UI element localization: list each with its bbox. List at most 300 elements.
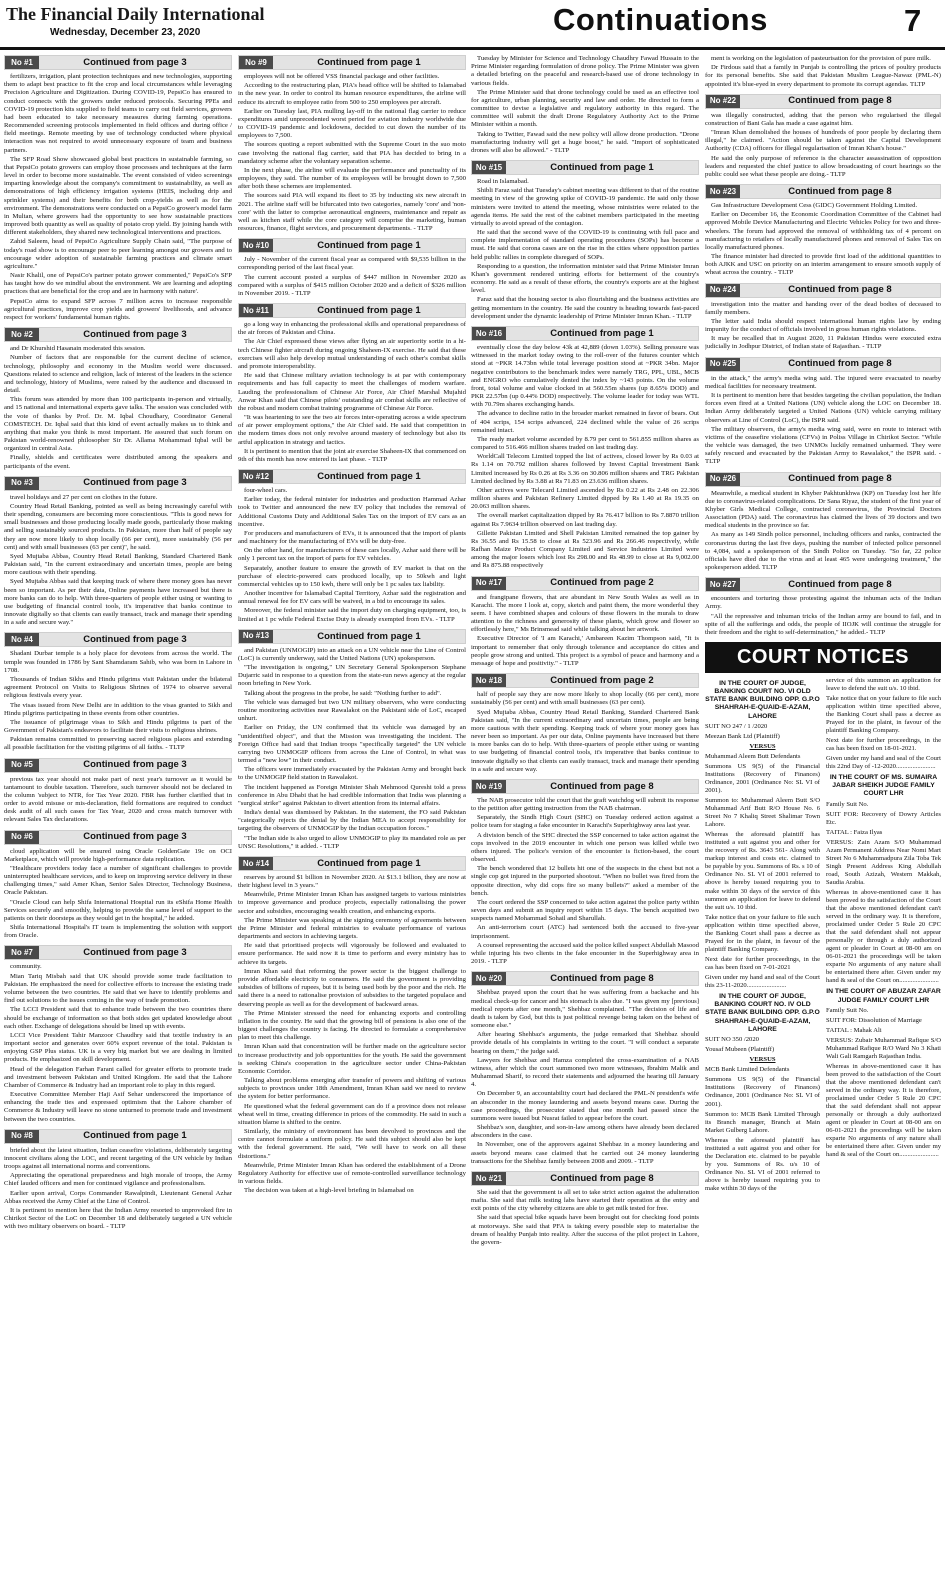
article-paragraph: It may be recalled that in August 2020, 11 Pakistan Hindus were executed extra judicially in Jodhpur District, of Indian state of Rajasthan. - TLTP <box>705 335 941 351</box>
article-paragraph: According to the restructuring plan, PIA's head office will be shifted to Islamabad in the new year. In order to control its human resource expenditures, the airline will reduce its aircraft to employee ratio from 500 to 250 employees per aircraft. <box>238 82 466 106</box>
article-paragraph: As many as 149 Sindh police personnel, including officers and ranks, contracted the coronavirus during the last five days, pushing the number of infected police personnel to 4,084, said a spokesperson of the Sindh Police on Tuesday. "So far, 22 police officials have died due to the virus and at least 465 were undergoing treatment," the spokesperson added. TLTP <box>705 531 941 572</box>
article-header <box>238 303 466 318</box>
article-paragraph: He said that the second wave of the COVID-19 is continuing with full pace and complete implementation of standard operating procedures (SOPs) has become a must. He said that corona cases are on the rise in the cities where opposition parties held public rallies in complete disregard of SOPs. <box>471 229 699 261</box>
paper-name: The Financial Daily International <box>6 4 265 24</box>
article-body <box>238 874 466 1196</box>
article-header <box>4 830 232 845</box>
article-body <box>4 848 232 941</box>
article <box>238 303 466 464</box>
article-header <box>705 472 941 487</box>
article-paragraph: "Healthcare providers today face a number of significant challenges to provide uninterrupted healthcare services, and to keep on improving service delivery in these challenging times," said Amer Khan, Senior Sales Director, Technology Business, Oracle Pakistan. <box>4 864 232 897</box>
article-paragraph: Thousands of Indian Sikhs and Hindu pilgrims visit Pakistan under the bilateral agreement Protocol on Visits to Religious Shrines of 1974 to observe several religious festivals every year. <box>4 676 232 700</box>
notice-paragraph: Take notice that on your failure to file such application within time specified above, the Banking Court shall pass a decree as Prayed for in the plaint, in favour of the plaintiff Banking Company. <box>705 913 820 953</box>
article-paragraph: encounters and torturing those protesting against the inhuman acts of the Indian Army. <box>705 595 941 611</box>
article-paragraph: He said the only purpose of reference is the character assassination of opposition leaders and requested the chief justice to allow broadcasting of court hearings so the public could see what these people are doing.- TLTP <box>705 154 941 178</box>
article-paragraph: The Prime Minister said that drone technology could be used as an effective tool for agriculture, urban planning, security and law and order. He directed to form a committee to devise a legislative and regulatory authority in this regard. The committee will submit the draft Drone Regulatory Authority Act to the Prime Minister within a month. <box>471 88 699 129</box>
article-paragraph: "Oracle Cloud can help Shifa International Hospital run its eShifa Home Health Services securely and smoothly, helping to provide the same level of support to the patients on their doorsteps as they would get in the hospital," he added. <box>4 898 232 922</box>
article-paragraph: Syed Mujtaba Abbas, Country Head Retail Banking, Standard Chartered Bank Pakistan said, "In the current extraordinary and uncertain times, people are being more cautious with their spending. Keeping track of where your money goes has never been so important. As per our data, Online payments have increased but there is more banks can do to help. With three-quarters of people either using or wanting to use budgeting of financial control tools, it's imperative that banks continue to innovate digitally so that clients can easily transact, track and manage their spending in a safe and secure way. <box>471 708 699 773</box>
article-paragraph: Earlier on December 16, the Economic Coordination Committee of the Cabinet had approved Mobile Device Manufacturing and Electric Vehicles Policy for two and three-wheelers. The forum had approved the removal of withholding tax of 4 percent on manufacturing to retailers of locally manufactured phones and removal of Sales Tax on locally manufactured phones. <box>705 211 941 251</box>
article-number-tag: No #11 <box>239 304 273 317</box>
article-paragraph: She said that the government is all set to take strict action against the adulteration mafia. She said that milk testing labs have started their operation at the entry and exit points of the city whereby citizens are able to get milk tested for free. <box>471 1188 699 1213</box>
article-paragraph: Syed Mujtaba Abbas, Country Head Retail Banking, Standard Chartered Bank Pakistan said, "In the current extraordinary and uncertain times, people are being more cautious with their spending. <box>4 552 232 577</box>
article <box>4 632 232 752</box>
article-paragraph: Meanwhile, Prime Minister Imran Khan has ordered the establishment of a Drone Regulatory Authority for effective use of remote-controlled surveillance technology in various fields. <box>238 1161 466 1186</box>
article-heading: Continued from page 1 <box>317 857 421 869</box>
notice-paragraph: SUIT NO 247 / 1 /2020 <box>705 722 768 730</box>
notice-paragraph: Given under my hand and seal of the Court this 22nd Day of -12-2020........................ <box>826 754 941 770</box>
article-paragraph: Shadani Durbar temple is a holy place for devotees from across the world. The temple was founded in 1786 by Sant Shamdaram Sahib, who was born in Lahore in 1708. <box>4 650 232 674</box>
article-paragraph: investigation into the matter and handing over of the dead bodies of deceased to family members. <box>705 300 941 316</box>
article-paragraph: Zahid Saleem, head of PepsiCo Agriculture Supply Chain said, "The purpose of today's road show is to encourage peer to peer learning amongst our growers and to encourage wider adoption of sustainable farming practices and climate smart agriculture." <box>4 238 232 270</box>
article-paragraph: Shehbaz prayed upon the court that he was suffering from a backache and his medical check-up for cancer and his stomach is also due. "I was given my [previous] medical reports after one month," Shehbaz complained. "The decision of life and death is taken by God, but this is just political revenge being taken on the behest of someone else." <box>471 989 699 1030</box>
article-heading: Continued from page 8 <box>550 780 654 792</box>
article-paragraph: He said that prioritised projects will vigorously be followed and evaluated to ensure performance. He said now it is time to perform and every ministry has to achieve its targets. <box>238 942 466 966</box>
article-paragraph: This forum was attended by more than 100 participants in-person and virtually, and 15 national and international experts gave talks. The session was concluded with the vote of thanks by Prof. Dr. M. Iqbal Choudhary, Coordinator General COMSTECH. Dr. Iqbal said that this kind of event actually makes us to think and anything that make you think is most important. He assured that such forum on Pakistan world-renowned philosopher Sir Dr. Allama Mohammad Iqbal will be organized in central Asia. <box>4 396 232 453</box>
article-paragraph: and frangipane flowers, that are abundant in New South Wales as well as in Karachi. The more I look at, copy, sketch and paint them, the more wonderful they seem. I have combined shapes and colours of these flowers in the murals to draw attention to the richness and generosity of these plants, which grow and flower so effortlessly here," Ms Brinsmead said while talking about her artwork. <box>471 593 699 634</box>
article-paragraph: The Prime Minister was speaking at the signing ceremony of agreements between the Prime Minister and federal ministries to evaluate performance of various departments and sectors in achieving targets. <box>238 916 466 941</box>
article-paragraph: The Air Chief expressed these views after flying an air superiority sortie in a hi-tech Chinese fighter aircraft during ongoing Shaheen-IX exercise. He said that these exercises will also help develop mutual understanding of each other's combat skills and promote interoperability. <box>238 338 466 370</box>
article-heading: Continued from page 8 <box>788 358 892 370</box>
article-paragraph: Appreciating the operational preparedness and high morale of troops, the Army Chief lauded officers and men for continued vigilance and professionalism. <box>4 1172 232 1188</box>
article-number-tag: No #16 <box>472 327 506 340</box>
article-body <box>238 487 466 624</box>
article-header <box>471 576 699 591</box>
article-header <box>471 160 699 175</box>
article-paragraph: A division bench of the SHC directed the SSP concerned to take action against the cops involved in the 2019 encounter in which one person was killed while two others injured. The police's version of the encounter is fiction-based, the court observed. <box>471 831 699 864</box>
article-paragraph: reserves by around $1 billion in November 2020. At $13.1 billion, they are now at their highest level in 3 years." <box>238 873 466 890</box>
article-header <box>4 758 232 773</box>
notice-court-heading: IN THE COURT OF MS. SUMAIRA JABAR SHEIKH JUDGE FAMILY COURT LHR <box>829 773 938 798</box>
article-paragraph: Meanwhile, Prime Minister Imran Khan has assigned targets to various ministries to improve governance and produce projects, especially rationalising the power sector and subsidies, encouraging wealth creation, and enhancing exports. <box>238 891 466 915</box>
article-number-tag: No #24 <box>706 284 740 297</box>
article-paragraph: The sources said PIA will expand its fleet to 35 by inducting six new aircraft in 2021. The airline staff will be bifurcated into two categories, namely 'core' and 'non-core' with the latter to comprise aeronautical engineers, maintenance and repair as well as kitchen staff while the core category will comprise the marketing, human resources, finance, flight services, and procurement departments. - TLTP <box>238 192 466 233</box>
article-paragraph: Tuesday by Minister for Science and Technology Chaudhry Fawad Hussain to the Prime Minister regarding formulation of drone policy. The Prime Minister was given a detailed briefing on the peaceful and research-based use of drone technology in various fields. <box>471 55 699 87</box>
article-body <box>4 345 232 471</box>
article-paragraph: Similarly, the ministry of environment has been devolved to provinces and the centre cannot formulate a uniform policy. He said this subject should also be kept with the federal government. He said, "We will have to work on all these distortions." <box>238 1128 466 1160</box>
article-heading: Continued from page 1 <box>550 161 654 173</box>
article-paragraph: A counsel representing the accused said the police killed suspect Abdullah Masood while injuring his two clients in the fake encounter in the Superhighway area in 2019. - TLTP <box>471 941 699 966</box>
notice-paragraph: Summon to: Muhammad Aleem Butt S/O Muhammad Arif Butt R/O House No. 6 Street No 7 Khaliq Street Shalimar Town Lahore. <box>705 797 820 829</box>
article-paragraph: Earlier on Friday, the UN confirmed that its vehicle was damaged by an "unidentified object", and that the Mission was investigating the incident. The Foreign Office had said that Indian troops "specifically targeted" the UN vehicle carrying two UNMOGIP officers from across the Line of Control, in what was termed a "new low" in their conduct. <box>238 724 466 765</box>
article-number-tag: No #23 <box>706 185 740 198</box>
article <box>238 629 466 851</box>
notice-paragraph: SUIT FOR: Recovery of Dowry Articles Etc. <box>826 810 941 826</box>
article-paragraph: The NAB prosecutor told the court that the graft watchdog will submit its response to the petition after getting instruction from the NAB chairman. <box>471 796 699 813</box>
article-paragraph: "Imran Khan demolished the houses of hundreds of poor people by declaring them illegal," he claimed. "Action should be taken against the Capital Development Authority (CDA) officers for illegal regularisation of Imran Khan's house." <box>705 129 941 153</box>
article-number-tag: No #21 <box>472 1172 506 1185</box>
article-paragraph: "All the repressive and inhuman tricks of the Indian army are bound to fail, and in spite of all the sufferings and odds, the people of IIOJK will continue the struggle for their freedom and the right to self-determination," he added.- TLTP <box>705 612 941 636</box>
article-paragraph: An anti-terrorism court (ATC) had sentenced both the accused to five-year imprisonment. <box>471 924 699 940</box>
article-paragraph: After hearing Shehbaz's arguments, the judge remarked that Shehbaz should provide details of his complaints in writing to the court. "I will conduct a separate hearing on them," the judge said. <box>471 1031 699 1055</box>
article <box>4 55 232 322</box>
article-number-tag: No #7 <box>5 946 39 959</box>
article-paragraph: Gas Infrastructure Development Cess (GIDC) Government Holding Limited. <box>711 202 918 210</box>
article-paragraph: The overall market capitalization dipped by Rs 76.417 billion to Rs 7.8870 trillion against Rs 7.9634 trillion observed on last trading day. <box>471 512 699 528</box>
article-heading: Continued from page 1 <box>317 56 421 68</box>
article-body <box>705 375 941 467</box>
article-paragraph: Shibli Faraz said that Tuesday's cabinet meeting was different to that of the routine meeting in view of the growing spike of COVID-19 pandemic. He said only those ministers were invited to attend the meeting, whose ministries were related to the agenda items. He said the rest of the cabinet members participated in the meeting virtually to avoid spread of the contagion. <box>471 187 699 227</box>
article-header <box>705 184 941 199</box>
notice-versus: VERSUS <box>749 742 776 750</box>
article-paragraph: Pakistan remains committed to preserving sacred religious places and extending all possible facilitation for the visiting pilgrims of all faiths. - TLTP <box>4 736 232 752</box>
article-body <box>4 650 232 752</box>
article <box>4 945 232 1123</box>
article-number-tag: No #1 <box>5 56 39 69</box>
article-paragraph: Imran Khan said that reforming the power sector is the biggest challenge to provide affordable electricity to consumers. He said the government is providing subsidies of billions of rupees, but it is being used both by the poor and the rich. He said there is a need to rationalise provision of subsidies to the targeted populace and deserving people as well as for the development of backward areas. <box>238 967 466 1008</box>
notice-paragraph: Given under my hand and seal of the Court this 23-11-2020........................ <box>705 973 820 989</box>
article-heading: Continued from page 2 <box>550 577 654 589</box>
article-paragraph: The current account posted a surplus of $447 million in November 2020 as compared with a surplus of $415 million October 2020 and a deficit of $326 million in November 2019. - TLTP <box>238 273 466 297</box>
article <box>4 1129 232 1232</box>
notice-paragraph: Take notice that on your failure to file such application within time specified above, the Banking Court shall pass a decree as Prayed for in the plaint, in favour of the plaintiff Banking Company. <box>826 694 941 734</box>
article-paragraph: and Pakistan (UNMOGIP) into an attack on a UN vehicle near the Line of Control (LoC) is currently underway, said the United Nations (UN) spokesperson. <box>238 646 466 662</box>
article-header <box>238 856 466 871</box>
article-paragraph: Imran Khan said that concentration will be further made on the agriculture sector to increase productivity and job opportunities for the youth. He said the government is seeking China's cooperation in the agriculture sector under China-Pakistan Economic Corridor. <box>238 1043 466 1075</box>
article-paragraph: Mian Tariq Misbah said that UK should provide some trade facilitation to Pakistan. He emphasized the need for collective efforts to increase the existing trade volume between the two countries. He said that we have to identify problems and find out solutions to the issues coming in the way of trade promotion. <box>4 972 232 1005</box>
article-paragraph: Executive Committee Member Haji Asif Sehar underscored the importance of enhancing the trade ties and expressed optimism that the Lahore chamber of Commerce & Industry will leave no stone unturned to promote trade and investment between the two countries. <box>4 1091 232 1123</box>
article-body <box>471 691 699 774</box>
notice-paragraph: Family Suit No. <box>826 1006 869 1014</box>
notice-paragraph: TAITAL : Faiza Ilyas <box>826 828 883 836</box>
article-header <box>4 945 232 960</box>
article-paragraph: Separately, the Sindh High Court (SHC) on Tuesday ordered action against a police team for staging a fake encounter in Karachi's Superhighway area last year. <box>471 814 699 830</box>
article-paragraph: in the attack," the army's media wing said. The injured were evacuated to nearby medical facilities for necessary treatment. <box>705 374 941 390</box>
article-header <box>705 357 941 372</box>
article-body <box>238 256 466 298</box>
article-number-tag: No #4 <box>5 633 39 646</box>
article-heading: Continued from page 1 <box>317 470 421 482</box>
article-paragraph: Country Head Retail Banking, pointed as well as being increasingly careful with their spending, consumers are becoming more conscientious. "This is good news for small businesses and those producing locally made goods, particularly those making and selling sustainably sourced products. In Pakistan, more than half of people say they are now more likely to shop locally (66 per cent), more sustainably (56 per cent) and with small businesses (63 per cent)", he said. <box>4 502 232 551</box>
article-number-tag: No #17 <box>472 577 506 590</box>
masthead <box>0 0 945 50</box>
notice-paragraph: Next date for further proceedings, in the cas has been fixed on 7-01-2021 <box>705 955 820 971</box>
article-paragraph: It is pertinent to mention here that besides targeting the civilian population, the Indian forces even fired at a United Nations (UN) vehicle along the LOC on December 18. Indian Army deliberately targeted a United Nations (UN) vehicle carrying military observers at Line of Control (LoC), the ISPR said. <box>705 391 941 424</box>
article-heading: Continued from page 8 <box>788 284 892 296</box>
article-paragraph: She said that special bike squads have been brought out for checking food points at motorways. She said that PFA is taking every possible step to materialise the dream of healthy Punjab into reality. After the success of the pilot project in Lahore, the govern- <box>471 1214 699 1246</box>
article-body <box>238 73 466 233</box>
article-heading: Continued from page 1 <box>317 630 421 642</box>
article <box>705 55 941 89</box>
article-heading: Continued from page 8 <box>788 95 892 107</box>
article-heading: Continued from page 3 <box>83 634 187 646</box>
article-heading: Continued from page 2 <box>550 674 654 686</box>
article <box>471 55 699 155</box>
article-header <box>238 238 466 253</box>
article-body <box>471 1189 699 1247</box>
notice-court-heading: IN THE COURT OF ABUZAR ZAFAR JUDGE FAMILY COURT LHR <box>826 988 941 1004</box>
article-header <box>238 629 466 644</box>
article-body <box>471 594 699 669</box>
article-heading: Continued from page 8 <box>788 185 892 197</box>
article-paragraph: Road in Islamabad. <box>477 178 529 186</box>
notice-paragraph: Summons US 9(5) of the Financial Institutions (Recovery of Finances) Ordinance, 2001 (Ordinance No: SL VI of 2001). <box>705 763 820 795</box>
article <box>471 326 699 571</box>
article-paragraph: Talking about problems emerging after transfer of powers and shifting of various subjects to provinces under 18th Amendment, Imran Khan said we need to review the system for better performance. <box>238 1077 466 1101</box>
article-paragraph: The visas issued from New Delhi are in addition to the visas granted to Sikh and Hindu pilgrims participating in these events from other countries. <box>4 701 232 717</box>
article-number-tag: No #13 <box>239 630 273 643</box>
article-paragraph: The issuance of pilgrimage visas to Sikh and Hindu pilgrims is part of the Government of Pakistan's endeavors to facilitate their visits to religious shrines. <box>4 718 232 735</box>
article-paragraph: On December 9, an accountability court had declared the PML-N president's wife an absconder in the money laundering and assets beyond means case. During the case proceedings, the prosecutor stated that one month had passed since the summons were issued but Nusrat failed to appear before the court. <box>471 1090 699 1122</box>
article <box>238 856 466 1196</box>
notice-paragraph: Next date for further proceedings, in the cas has been fixed on 18-01-2021. <box>826 736 941 752</box>
article <box>471 1171 699 1247</box>
article-paragraph: cloud application will be ensured using Oracle GoldenGate 19c on OCI Marketplace, which will provide high-performance data replication. <box>4 847 232 863</box>
article-body <box>4 1147 232 1232</box>
article-paragraph: Number of factors that are responsible for the current decline of science, technology, philosophy and economy in the Muslim world were discussed. Questions related to science and religion, lack of interest of the leaders in the science and technology, history of Muslims, were raised by the audience and discussed in detail. <box>4 354 232 395</box>
article-body <box>4 494 232 628</box>
article-body <box>705 301 941 352</box>
article-heading: Continued from page 3 <box>83 477 187 489</box>
article-paragraph: The officers were immediately evacuated by the Pakistan Army and brought back to the UNMOGIP field station in Rawalakot. <box>238 766 466 782</box>
article-paragraph: Dr Firdous said that a family in Punjab is controlling the prices of poultry products for its personal benefits. She said that Pakistan Muslim League-Nawaz (PML-N) appointed it's blue-eyed in every department to promote its corrupt agendas. TLTP <box>705 64 941 88</box>
article-paragraph: It is pertinent to mention here that the Indian Army resorted to unprovoked fire in Chirikot Sector of the LoC on December 18 and deliberately targeted a UN vehicle with two military observers on board. - TLTP <box>4 1206 232 1231</box>
article-paragraph: July - November of the current fiscal year as compared with $9,535 billion in the corresponding period of the last fiscal year. <box>238 256 466 272</box>
article <box>238 238 466 298</box>
article <box>238 55 466 233</box>
article-paragraph: Finally, shields and certificates were distributed among the speakers and participants of the event. <box>4 454 232 470</box>
article-paragraph: The sources quoting a report submitted with the Supreme Court in the suo moto case involving the national flag carrier, said that PIA has decided to bring in a mandatory scheme after the voluntary separation scheme. <box>238 141 466 165</box>
section-title: Continuations <box>553 2 768 37</box>
article <box>705 357 941 467</box>
article <box>705 472 941 573</box>
article-paragraph: Lawyers for Shehbaz and Hamza completed the cross-examination of a NAB witness, after which the court summoned two more witnesses, Ibrahim Malik and Muhammad Sharif, to record their statements and adjourned the hearing till January 4. <box>471 1056 699 1089</box>
article-paragraph: fertilizers, irrigation, plant protection techniques and new technologies, supporting them to adapt best practice to fit the crop and local circumstances while leveraging Precision Agriculture and Digitization. During COVID-19, PepsiCo has ensured to conduct connects with the growers under reduced protocols. Securing PPEs and COVID-19 protection kits supplied to field teams to carry out field services, growers had been educated to take necessary measures during farming operations. Recommended screening protocols implemented in field offices and during office / field meetings. Remote meeting by use of technology conducted where physical interaction was not required to avoid unnecessary exposure of team and business partners. <box>4 73 232 154</box>
article-paragraph: briefed about the latest situation, Indian ceasefire violations, deliberately targeting innocent civilians along the LOC, and recent targeting of the UN vehicle by Indian troops against all international norms and conventions. <box>4 1146 232 1171</box>
article-header <box>471 1171 699 1186</box>
notice-paragraph: Whereas in above-mentioned case it has been proved to the satisfaction of the Court that the above mentioned defendant can't served in the ordinary way. It is therefore, proclaimed under Order 5 Rule 20 CPC that the said defendant shall not appear personally or through a duly authorized agent or pleader in Court at 08-00 am on 06-01-2021 the proceedings will be taken exparte No arguments of any nature shall be entertained there after. Given under my hand & seal of the Court on........................ <box>826 1063 941 1159</box>
article-paragraph: The LCCI President said that to enhance trade between the two countries there should be exchange of information so that both sides get updated knowledge about each other. Exchange of delegations should be lined up with events. <box>4 1006 232 1030</box>
article <box>471 779 699 966</box>
article-paragraph: half of people say they are now more likely to shop locally (66 per cent), more sustainably (56 per cent) and with small businesses (63 per cent). <box>471 691 699 707</box>
article-paragraph: "The investigation is ongoing," UN Secretary General Spokesperson Stephane Dujarric said in response to a question from the state-run news agency at the regular noon briefing in New York. <box>238 664 466 688</box>
article <box>705 577 941 637</box>
article <box>471 971 699 1166</box>
column-3 <box>471 55 699 1587</box>
article-paragraph: The ready market volume ascended by 8.79 per cent to 561.855 million shares as compared to 516.466 million shares traded on last trading day. <box>471 435 699 452</box>
article-number-tag: No #3 <box>5 477 39 490</box>
article <box>705 94 941 179</box>
issue-date: Wednesday, December 23, 2020 <box>50 27 201 38</box>
article-paragraph: In the next phase, the airline will evaluate the performance and punctuality of its employees, they said. The number of its employees will be brought down to 7,500 after both these schemes are implemented. <box>238 166 466 191</box>
article-paragraph: ment is working on the legislation of pasteurisation for the provision of pure milk. <box>711 55 931 62</box>
article-header <box>4 632 232 647</box>
article <box>471 673 699 774</box>
notice-paragraph: service of this summon an application for leave to defend the suit u/s. 10 ibid. <box>826 676 941 692</box>
article-body <box>705 595 941 637</box>
article-header <box>705 283 941 298</box>
article-header <box>471 326 699 341</box>
article-number-tag: No #2 <box>5 328 39 341</box>
article-paragraph: In November, one of the approvers against Shehbaz in a money laundering and assets beyond means case claimed that he carried out 24 money laundering transactions for the Shehbaz family between 2008 and 2009. - TLTP <box>471 1141 699 1165</box>
article-paragraph: The Prime Minister stressed the need for enhancing exports and controlling inflation in the country. He said that the growing bill of pensions is also one of the biggest challenges the country is facing. He directed to formulate a comprehensive plan to meet this challenge. <box>238 1009 466 1042</box>
column-2 <box>238 55 466 1587</box>
article-number-tag: No #6 <box>5 831 39 844</box>
article-heading: Continued from page 3 <box>83 759 187 771</box>
article-paragraph: Head of the delegation Farhan Farani called for greater efforts to promote trade and investment between Pakistan and United Kingdom. He said that the Lahore Chamber of Commerce & Industry had an important role to play in this regard. <box>4 1065 232 1089</box>
article-body <box>471 344 699 571</box>
article-paragraph: and Dr Khurshid Hasanain moderated this session. <box>10 345 146 353</box>
article <box>4 830 232 941</box>
article-paragraph: previous tax year should not make part of next year's turnover as it would be tantamount to double taxation. Therefore, such turnover should not be declared in the column 'subject to NTR, for Tax Year 2020. FBR has further clarified that in order to avoid misuse or mis-declaration, field formations are required to conduct desk audit of all such cases for Tax Year, 2020 and cross match turnover with relevant Sales Tax declarations. <box>4 775 232 824</box>
article-paragraph: Executive Director of 'I am Karachi,' Ambareen Kazim Thompson said, "It is important to remember that only through tolerance and acceptance do cities and people grow strong and united. This project is a symbol of peace and harmony and a message of hope and positivity." - TLTP <box>471 635 699 667</box>
article-paragraph: The military observers, the army's media wing said, were en route to interact with victims of the ceasefire violations (CFVs) in Poliss Village in Chirikot Sector. "While the vehicle was damaged, the two UNMOs luckily remained unharmed. They were safely rescued and evacuated by the Pakistan Army to Rawalakot," the ISPR said. - TLTP <box>705 425 941 466</box>
article-paragraph: "The Indian side is also urged to allow UNMOGIP to play its mandated role as per UNSC Resolutions," it added. - TLTP <box>238 834 466 850</box>
article-body <box>471 797 699 966</box>
article-number-tag: No #14 <box>239 857 273 870</box>
article-paragraph: He questioned what the federal government can do if a province does not release wheat well in time, creating difference in prices of the commodity. He said in such a situation blame is shifted to the centre. <box>238 1102 466 1126</box>
notice-paragraph: Yousaf Mubeen (Plaintiff) <box>705 1046 775 1054</box>
article-number-tag: No #19 <box>472 780 506 793</box>
article-heading: Continued from page 8 <box>550 973 654 985</box>
article-paragraph: Talking about the progress in the probe, he said: "Nothing further to add". <box>244 689 442 697</box>
court-notices-banner: COURT NOTICES <box>705 642 941 672</box>
article <box>238 469 466 624</box>
notice-paragraph: Muhammad Aleem Butt Defendants <box>705 753 801 760</box>
article-paragraph: PepsiCo aims to expand SFP across 7 million acres to increase responsible agricultural practices, improve crop yields and growers' livelihoods, and advance respect for workers' fundamental human rights. <box>4 297 232 321</box>
notice-column-left <box>705 677 820 1195</box>
article-paragraph: four-wheel cars. <box>244 487 288 495</box>
article-body <box>4 963 232 1123</box>
article <box>705 184 941 278</box>
article-header <box>4 476 232 491</box>
article-paragraph: was illegally constructed, adding that the person who regularised the illegal construction of Bani Gala has made a case against him. <box>705 111 941 127</box>
notice-court-heading: IN THE COURT OF JUDGE, BANKING COURT NO. VI OLD STATE BANK BUILDING OPP. G.P.O SHAHRAH-E-QUAID-E-AZAM, LAHORE <box>705 679 820 720</box>
notice-versus: VERSUS <box>749 1056 776 1064</box>
notice-paragraph: Family Suit No. <box>826 800 869 808</box>
article-heading: Continued from page 3 <box>83 947 187 959</box>
article-paragraph: The SFP Road Show showcased global best practices in sustainable farming, so that PepsiCo potato growers can employ those processes and techniques at the farm level in order to become more sustainable. The event consisted of video screenings imparting knowledge about the company's commitment to sustainability, as well as demonstrations of high efficiency irrigation systems (HEIS, including drip and sprinkler systems) and their benefits for both crop-yields as well as for the environment. The demonstrations were conducted on a PepsiCo grower's model farm in Multan, where growers had the opportunity to see how sustainable practices improved both quantity as well as quality of potato crop yield. By joining hands with different stakeholders, they shared new technological interventions and practices. <box>4 155 232 237</box>
court-notices <box>705 677 941 1195</box>
article-paragraph: The incident happened as Foreign Minister Shah Mehmood Qureshi told a press conference in Abu Dhabi that he had credible information that India was planning a "surgical strike" against Pakistan to divert attention from its internal affairs. <box>238 783 466 807</box>
column-4 <box>705 55 941 1587</box>
article-paragraph: Shifa International Hospital's IT team is implementing the solution with support from Oracle. <box>4 924 232 940</box>
notice-paragraph: VERSUS: Zain Azam S/O Muhammad Azam Permanent Address Near Nomi Mart Street No 6 Muhammadpura Zila Toba Tek Singh Present Address King Abdullah road, South Azizah, Western Makkah, Saudia Arabia. <box>826 838 941 886</box>
article-heading: Continued from page 1 <box>317 304 421 316</box>
article-paragraph: Earlier on Tuesday last, PIA mulling lay-off in the national flag carrier to reduce expenditures amid unprecedented worst period for aviation industry worldwide due to COVID-19 pandemic and lockdowns, decided to cut down the number of its employees to 7,500. <box>238 107 466 140</box>
article-header <box>238 469 466 484</box>
article-paragraph: Separately, another feature to ensure the growth of EV market is that on the purchase of electric-powered cars produced locally, up to 50kwh and light commercial vehicles up to 150 kwh, there will only be 1 pc sales tax liability. <box>238 564 466 588</box>
article <box>471 160 699 321</box>
article-number-tag: No #27 <box>706 578 740 591</box>
article-body <box>471 55 699 155</box>
article-number-tag: No #10 <box>239 239 273 252</box>
article-paragraph: Other actives were Telecard Limited ascended by Rs 0.22 at Rs 2.48 on 22.306 million shares and Pakistan Refinery Limited dipped by Rs 1.40 at Rs 19.35 on 20.063 million shares. <box>471 486 699 511</box>
article-header <box>471 779 699 794</box>
article-body <box>471 989 699 1166</box>
article-paragraph: Earlier upon arrival, Corps Commander Rawalpindi, Lieutenant General Azhar Abbas received the Army Chief at the Line of Control. <box>4 1189 232 1205</box>
article-paragraph: Gillette Pakistan Limited and Shell Pakistan Limited remained the top gainer by Rs 36.55 and Rs 15.58 to close at Rs 523.96 and Rs 266.46 respectively, while Rafhan Maize Product Company Limited and Service Industries Limited were among the major losers which lost Rs 298.00 and Rs 48.99 to close at Rs 9,002.00 and Rs 875.88 respectively <box>471 529 699 570</box>
notice-paragraph: SUIT FOR: Dissolution of Marriage <box>826 1016 922 1024</box>
article-paragraph: Another incentive for Islamabad Capital Territory, Azhar said the registration and annual renewal fee for EV cars will be waived, in a bid to encourage its sales. <box>238 590 466 606</box>
notice-paragraph: Whereas the aforesaid plaintiff has instituted a suit against you and other for the recovery of Rs. 3643 561- Along with markup interest and costs etc. claimed to be payable by you. Summons of Rs. s 10 of Ordinance No. SL VI of 2001 referred to above is hereby issued requiring you to make within 30 days of the service of this summon an application for leave to defend the suit u/s. 10 ibid. <box>705 831 820 911</box>
article-header <box>4 55 232 70</box>
article-body <box>705 55 941 89</box>
article-paragraph: Moreover, the federal minister said the import duty on charging equipment, too, is limited at 1 pc while Federal Excise Duty is already exempted from EVs. - TLTP <box>238 607 466 623</box>
article-body <box>238 647 466 851</box>
article-body <box>705 112 941 179</box>
notice-column-right <box>826 677 941 1195</box>
article-number-tag: No #22 <box>706 95 740 108</box>
article-header <box>471 673 699 688</box>
article-heading: Continued from page 3 <box>83 831 187 843</box>
article-body <box>4 73 232 322</box>
article-heading: Continued from page 3 <box>83 56 187 68</box>
article-paragraph: The vehicle was damaged but two UN military observers, who were conducting routine monitoring activities near Rawalakot on the Pakistani side of LoC, escaped unhurt. <box>238 698 466 723</box>
article <box>4 758 232 825</box>
article-heading: Continued from page 1 <box>83 1130 187 1142</box>
article-heading: Continued from page 8 <box>788 473 892 485</box>
article-heading: Continued from page 1 <box>550 327 654 339</box>
article-body <box>705 202 941 278</box>
article-paragraph: The advance to decline ratio in the broader market remained in favor of bears. Out of 404 scrips, 154 scrips advanced, 224 declined while the value of 26 scrips remained intact. <box>471 410 699 434</box>
article-paragraph: go a long way in enhancing the professional skills and operational preparedness of the air forces of Pakistan and China. <box>238 321 466 337</box>
notice-paragraph: SUIT NO 350 /2020 <box>705 1036 759 1044</box>
article-paragraph: India's denial was dismissed by Pakistan. In the statement, the FO said Pakistan "categorically rejects the denial by the Indian MEA to accept responsibility for targeting the observers of UNMOGIP by the Indian occupation forces." <box>238 809 466 833</box>
article-number-tag: No #8 <box>5 1130 39 1143</box>
article-paragraph: He said that Chinese military aviation technology is at par with contemporary requirements and has full capacity to meet the challenges of modern warfare. Lauding the professionalism of Chinese Air Force, Air Chief Marshal Mujahid Anwar Khan said that Chinese pilots' outstanding air combat skills are reflective of the robust and modern combat training programme of Chinese Air Force. <box>238 372 466 412</box>
article-number-tag: No #26 <box>706 473 740 486</box>
article-paragraph: "It was heartening to see the two air forces inter-operating across a wide spectrum of air power employment options," the Air Chief said. He said that competition in the modern times does not only revolve around mastery of technology but also its artful application in strategy and tactics. <box>238 414 466 446</box>
article <box>4 327 232 471</box>
article-heading: Continued from page 8 <box>550 1172 654 1184</box>
article-paragraph: Nasir Khalil, one of PepsiCo's partner potato grower commented," PepsiCo's SFP has taught how do we mindful about the environment. We are learning and adopting practices that are beneficial for the crop and are in harmony with nature'. <box>4 272 232 296</box>
article-paragraph: eventually close the day below 43k at 42,889 (down 1.03%). Selling pressure was witnessed in the market today owing to the roll-over of the futures counter which stood at ~PKR 14.73bn while total leverage position stood at ~PKR 34bn. Major negative contributors to the benchmark index were namely TRG, PPL, UBL, MCB and ENGRO who cumulatively dented the index by ~143 points. On the volume front, total volume and value clocked in at 560.55m shares (up 8.65% DOD) and PKR 22.57bn (up 0.44% DOD) respectively. The volume leader for today was WTL with 70.79m shares exchanging hands. <box>471 343 699 409</box>
article-header <box>4 327 232 342</box>
article-paragraph: The bench wondered that 12 bullets hit one of the suspects in the chest but not a single cop got injured in the purported shootout. "When no bullet was fired from the opposite direction, why did cops fire so many bullets?" asked a member of the bench. <box>471 865 699 897</box>
column-1 <box>4 55 232 1587</box>
article-paragraph: Responding to a question, the information minister said that Prime Minister Imran Khan's government rendered untiring efforts for betterment of the country's economy. He said as a result of these efforts, the country's exports are at the highest level. <box>471 262 699 295</box>
article-paragraph: Shehbaz's son, daughter, and son-in-law among others have already been declared absconders in the case. <box>471 1124 699 1140</box>
notice-paragraph: MCB Bank Limited Defendants <box>705 1066 790 1074</box>
article-paragraph: Syed Mujtaba Abbas said that keeping track of where there money goes has never been so important. As per their data, Online payments have increased but there is more banks can do to help. With three-quarters of people either using or wanting to use budgeting of financial control tools, it's imperative that banks continue to innovate digitally so that clients can easily transact, track and manage their spending in a safe and secure way." <box>4 578 232 627</box>
article-header <box>705 94 941 109</box>
article-number-tag: No #5 <box>5 759 39 772</box>
article-body <box>4 776 232 825</box>
notice-paragraph: VERSUS: Zubair Muhammad Rafique S/O Muhammad Rafique R/O Ward No 3 Khati Wali Gali Ramgarh Rajasthan India. <box>826 1037 941 1061</box>
article-heading: Continued from page 1 <box>317 239 421 251</box>
article-paragraph: The court ordered the SSP concerned to take action against the police party within seven days and submit an inquiry report within 15 days. The bench acquitted two suspects named Mohammad Sohail and Sharullah. <box>471 898 699 923</box>
article-header <box>471 971 699 986</box>
article-paragraph: Faraz said that the housing sector is also flourishing and the business activities are getting momentum in the country. He said the country is heading towards fast-paced development under the dynamic leadership of Prime Minister Imran Khan. - TLTP <box>471 296 699 320</box>
notice-paragraph: Meezan Bank Ltd (Plaintiff) <box>705 732 780 740</box>
notice-paragraph: Whereas in above-mentioned case it has been proved to the satisfaction of the Court that the above mentioned defendant can't served in the ordinary way. It is therefore, proclaimed under Order 5 Rule 20 CPC that the said defendant shall not appear personally or through a duly authorized agent or pleader in Court at 08-00 am on 06-01-2021 the proceedings will be taken exparte No arguments of any nature shall be entertained there after. Given under my hand & seal of the Court on........................ <box>826 889 941 985</box>
article-body <box>705 490 941 573</box>
article-number-tag: No #20 <box>472 972 506 985</box>
article-paragraph: WorldCall Telecom Limited topped the list of actives, closed lower by Rs 0.03 at Rs 1.14 on 70.792 million shares followed by Invest Capital Investment Bank Limited increased by Rs 0.26 at Rs 3.36 on 30.806 million shares and TRG Pakistan Limited declined by Rs 3.88 at Rs 71.83 on 23.636 million shares. <box>471 453 699 485</box>
article-paragraph: It is pertinent to mention that the joint air exercise Shaheen-IX that commenced on 9th of this month has now entered its last phase. - TLTP <box>238 447 466 463</box>
article-paragraph: For producers and manufacturers of EVs, it is announced that the import of plants and machinery for the manufacturing of EVs will be duty-free. <box>238 529 466 546</box>
notice-paragraph: Whereas the aforesaid plaintiff has instituted a suit against you and other for the Declaration etc. claimed to be payable by you. Summons of Rs. u/s 10 of Ordinance No. SL VI of 2001 referred to above is hereby issued requiring you to make within 30 days of the <box>705 1136 820 1192</box>
article-header <box>705 577 941 592</box>
article-header <box>238 55 466 70</box>
notice-paragraph: TAITAL : Mahak Ali <box>826 1027 882 1034</box>
article-number-tag: No #15 <box>472 161 506 174</box>
article-body <box>238 321 466 464</box>
article-number-tag: No #25 <box>706 358 740 371</box>
article-paragraph: Taking to Twitter, Fawad said the new policy will allow drone production. "Drone manufacturing industry will get a huge boost," he said. "Import of sophisticated drones will also be allowed." - TLTP <box>471 130 699 154</box>
notice-court-heading: IN THE COURT OF JUDGE, BANKING COURT NO. IV OLD STATE BANK BUILDING OPP. G.P.O SHAHRAH-E-QUAID-E-AZAM, LAHORE <box>705 992 820 1033</box>
article-body <box>471 178 699 321</box>
notice-paragraph: Summon to: MCB Bank Limited Through its Branch manager, Branch at Main Market Gulberg Lahore. <box>705 1110 820 1134</box>
article <box>471 576 699 669</box>
article-heading: Continued from page 8 <box>788 578 892 590</box>
article-paragraph: On the other hand, for manufacturers of these cars locally, Azhar said there will be only 1 percent tax on the import of parts for EV vehicles. <box>238 547 466 563</box>
article-paragraph: The decision was taken at a high-level briefing in Islamabad on <box>244 1187 414 1195</box>
article-number-tag: No #9 <box>239 56 273 69</box>
notice-paragraph: Summons US 9(5) of the Financial Institutions (Recovery of Finances) Ordinance, 2001 (Ordinance No: SL VI of 2001). <box>705 1076 820 1108</box>
article-paragraph: The finance minister had directed to provide first load of the additional quantities to both AJKK and USC on priority on an interim arrangement to ensure smooth supply of wheat across the country. - TLTP <box>705 253 941 277</box>
article-paragraph: employees will not be offered VSS financial package and other facilities. <box>244 73 440 80</box>
